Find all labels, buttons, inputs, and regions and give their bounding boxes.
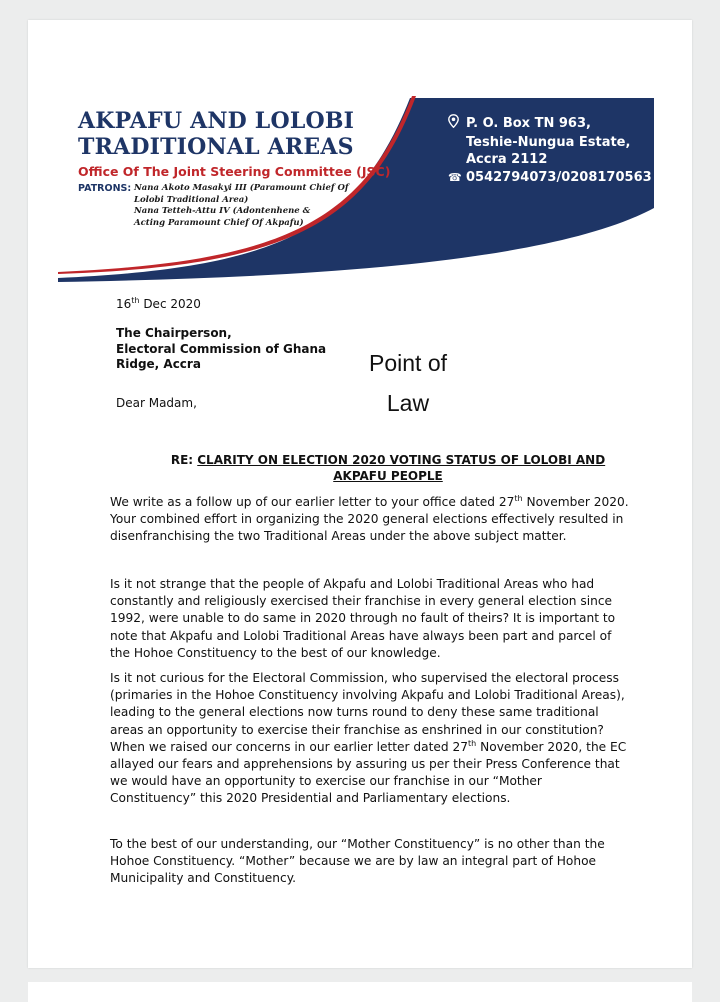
pobox-text: P. O. Box TN 963, [466,116,591,131]
subject-line: RE: CLARITY ON ELECTION 2020 VOTING STATUS OF LOLOBI AND AKPAFU PEOPLE [170,453,606,483]
address-line: Accra 2112 [466,152,548,167]
patron-line: Nana Akoto Masakyi III (Paramount Chief Of [134,183,349,193]
next-page-edge [28,982,692,1002]
phone-text: 0542794073/0208170563 [466,169,652,185]
patron-line: Acting Paramount Chief Of Akpafu) [134,217,304,228]
patron-line: Lolobi Traditional Area) [134,194,249,205]
patrons-list [134,183,349,229]
phone-line [448,169,652,187]
org-title-line2: TRADITIONAL AREAS [78,134,354,160]
contact-block [448,114,652,186]
recipient-line: Electoral Commission of Ghana [116,341,327,356]
organization-title [78,108,354,160]
telephone-icon: ☎ [448,170,462,184]
paragraph-4: To the best of our understanding, our “Mother Constituency” is no other than the Hohoe Constituency. “Mother” because we are by law an integral part of Hohoe Municipality and Constituency. [110,837,605,886]
office-subtitle: Office Of The Joint Steering Committee (JSC) [78,164,391,179]
salutation: Dear Madam, [116,396,197,410]
watermark-caption: Point of Law [369,350,447,416]
patron-line: Nana Tetteh-Attu IV (Adontenhene & [134,206,311,216]
paragraph-2: Is it not strange that the people of Akpafu and Lolobi Traditional Areas who had constantly and religiously exercised their franchise in every general election since 1992, were unable to do same in 2020 through no fault of theirs? It is important to note that Akpafu and Lolobi Traditional Areas have always been part and parcel of the Hohoe Constituency to the best of our knowledge. [110,577,616,660]
recipient-line: Ridge, Accra [116,357,201,371]
location-pin-icon [448,114,466,134]
letter-page [28,20,692,968]
paragraph-1: We write as a follow up of our earlier letter to your office dated 27th November 2020. Your combined effort in organizing the 2020 general elections effectively resulted in disenfranchising the two Traditional Areas under the above subject matter. [110,493,629,544]
letter-date: 16th Dec 2020 [116,296,201,311]
patrons-label: PATRONS: [78,183,132,194]
org-title-line1: AKPAFU AND LOLOBI [78,108,355,134]
pobox-line [448,114,652,134]
recipient-address [116,326,326,373]
address-line: Teshie-Nungua Estate, [466,134,631,150]
paragraph-3: Is it not curious for the Electoral Commission, who supervised the electoral process (primaries in the Hohoe Constituency involving Akpafu and Lolobi Traditional Areas), leading to the general elections now turns round to deny these same traditional areas an opportunity to exercise their franchise as enshrined in our constitution? When we raised our concerns in our earlier letter dated 27th November 2020, the EC allayed our fears and apprehensions by assuring us per their Press Conference that we would have an opportunity to exercise our franchise in our “Mother Constituency” this 2020 Presidential and Parliamentary elections. [110,671,627,806]
recipient-line: The Chairperson, [116,326,232,340]
